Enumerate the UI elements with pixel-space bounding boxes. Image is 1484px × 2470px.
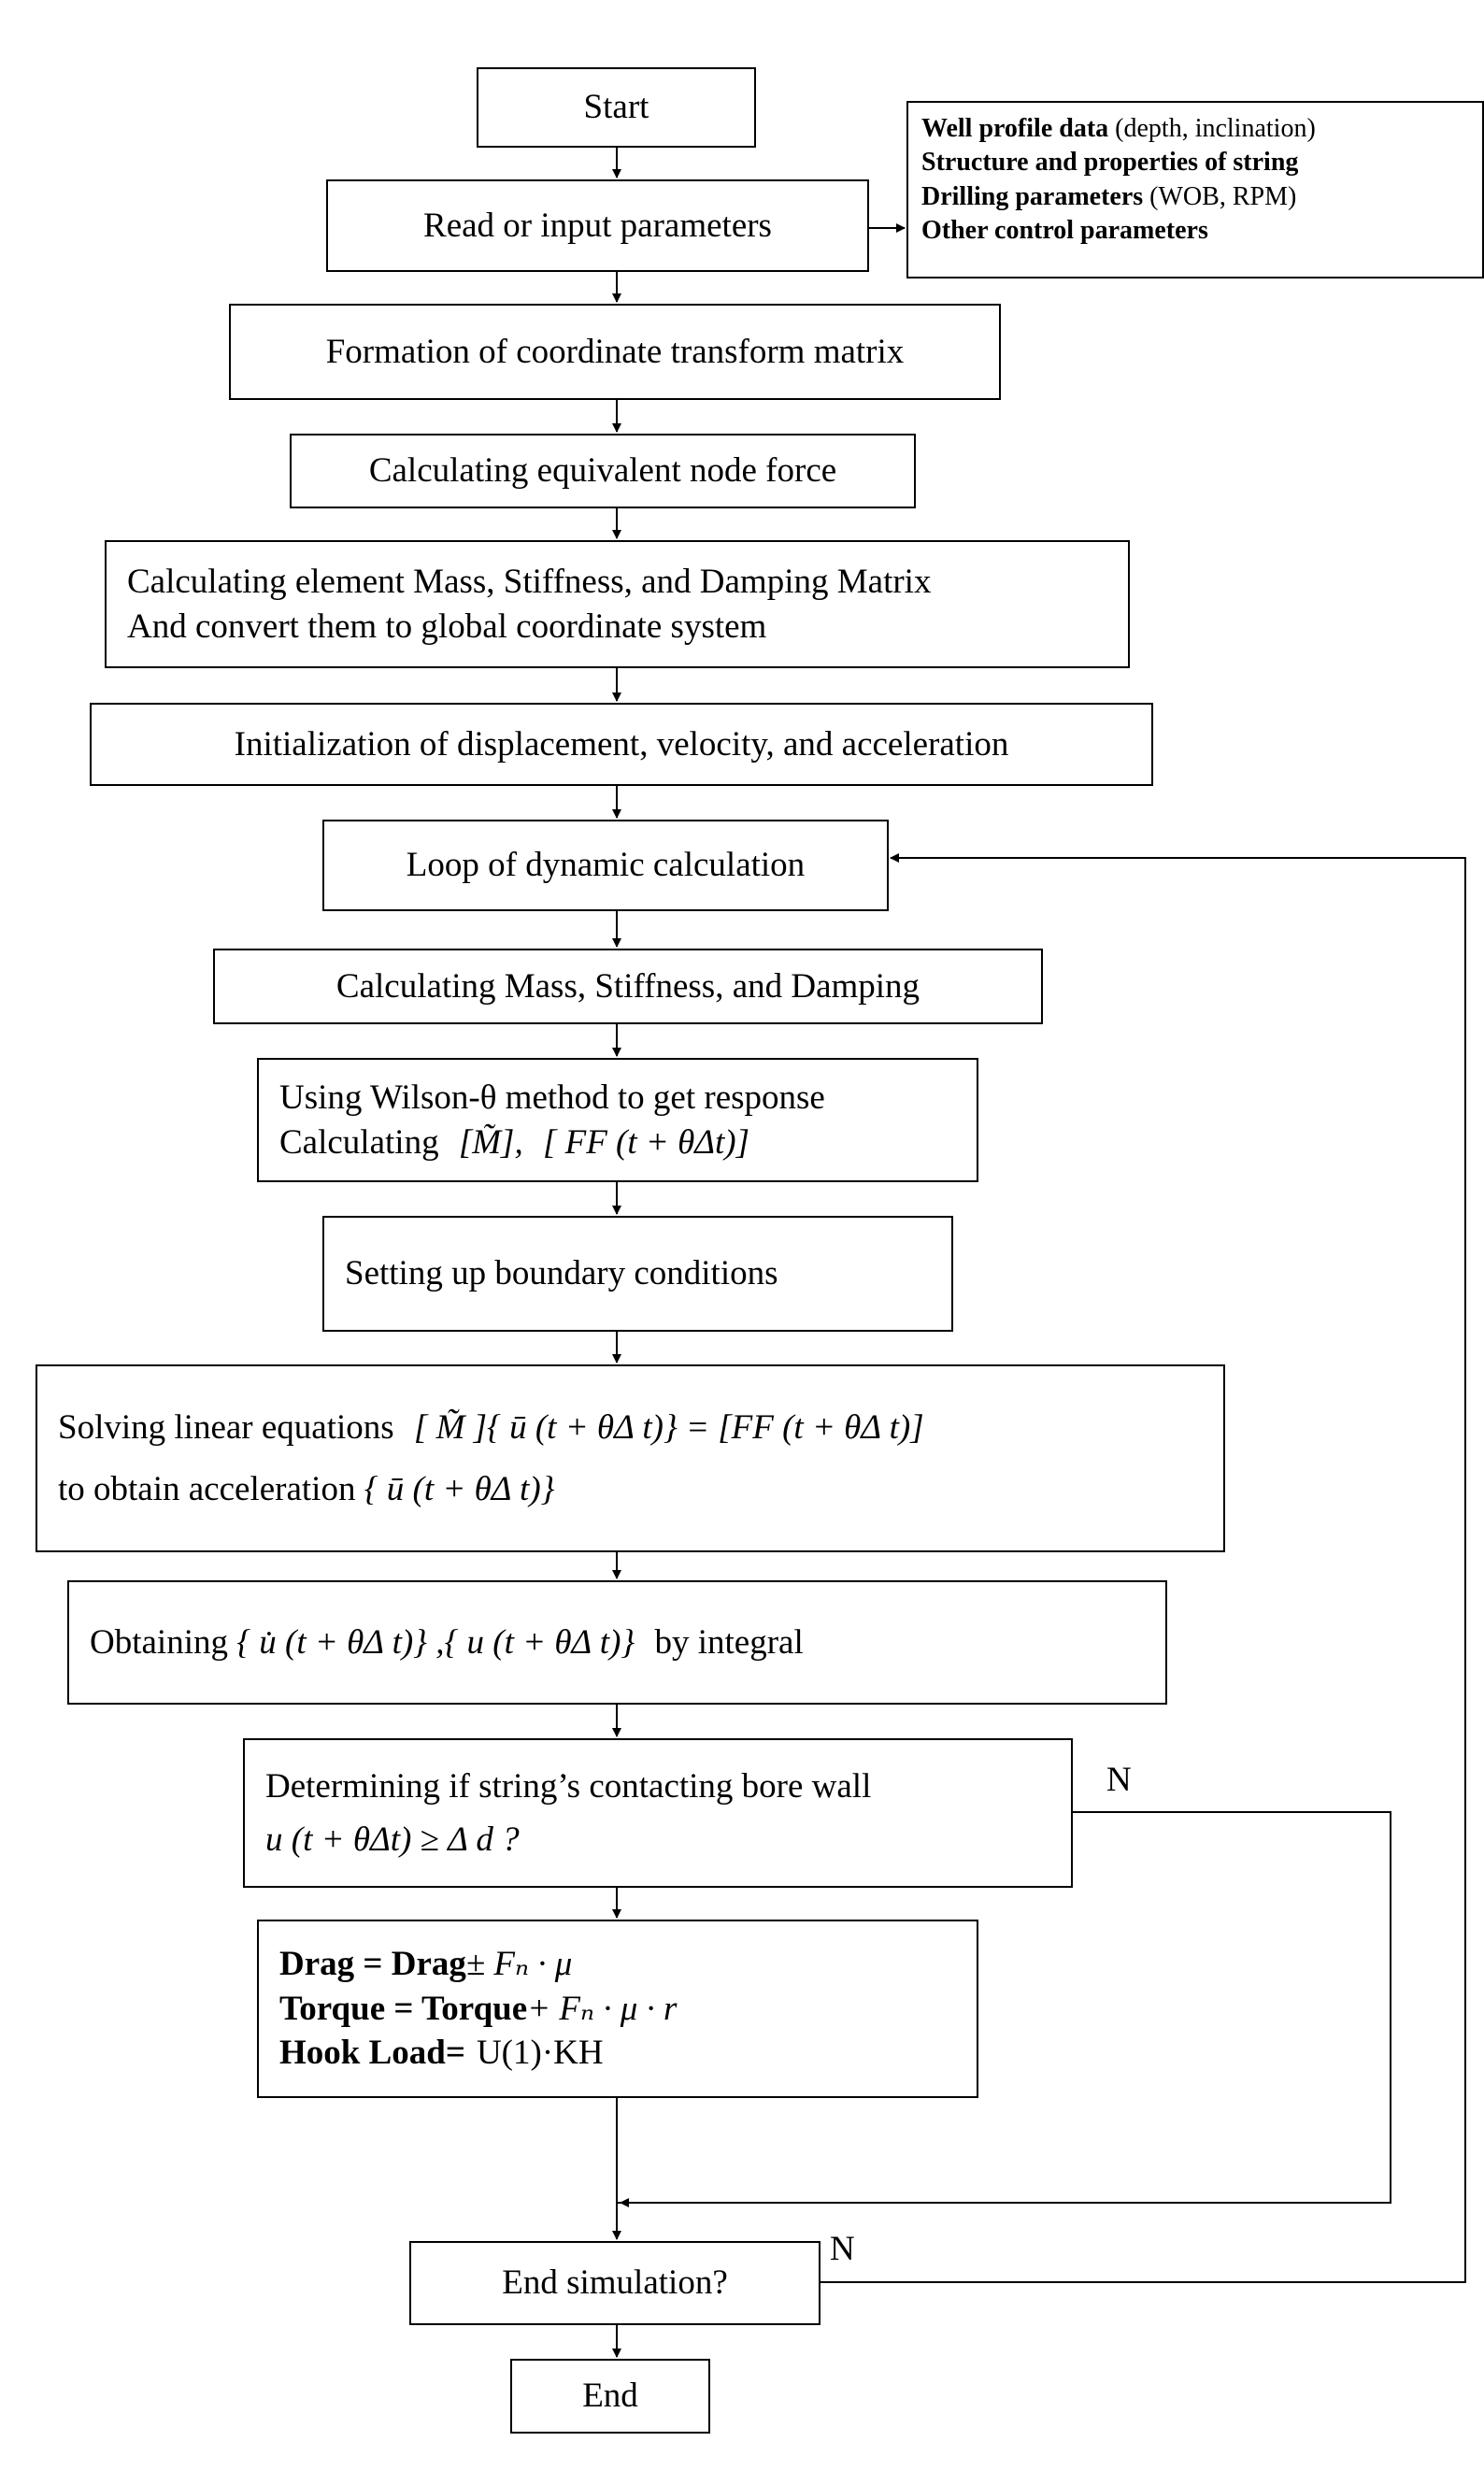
initialization-node [90,703,1153,786]
element-matrix-node [105,540,1130,668]
contact-no-label: N [1106,1761,1132,1799]
wilson-line1: Using Wilson-θ method to get response [279,1078,825,1118]
contact-line1: Determining if string’s contacting bore wall [265,1766,872,1806]
input-item-drilling: Drilling parameters (WOB, RPM) [921,181,1297,211]
element-matrix-line2: And convert them to global coordinate system [127,607,767,646]
read-params-node [326,179,869,272]
loop-node [322,820,889,911]
arrow-forces-to-endsim [617,2098,628,2203]
end-simulation-label: End simulation? [502,2263,728,2303]
coordinate-matrix-node [229,304,1001,400]
end-node [510,2359,710,2434]
start-label: Start [583,88,649,127]
integral-line: Obtaining { u̇ (t + θΔ t)} ,{ u (t + θΔ t)} by integral [90,1622,804,1662]
input-parameters-list [906,101,1484,278]
solve-line1: Solving linear equations [ M̃ ]{ ū (t + θΔ t)} = [FF (t + θΔ t)] [58,1408,924,1448]
solve-line2: to obtain acceleration { ū (t + θΔ t)} [58,1469,555,1508]
boundary-label: Setting up boundary conditions [345,1254,778,1293]
input-item-well-profile: Well profile data (depth, inclination) [921,114,1316,143]
calc-msd-node [213,949,1043,1024]
initialization-label: Initialization of displacement, velocity, and acceleration [234,724,1009,764]
wilson-line2: Calculating [M̃], [ FF (t + θΔt)] [279,1122,750,1162]
boundary-node [322,1216,953,1332]
contact-check-node [243,1738,1073,1888]
start-node [477,67,756,148]
integral-node [67,1580,1167,1705]
contact-condition: u (t + θΔt) ≥ Δ d ? [265,1820,520,1859]
read-params-label: Read or input parameters [423,206,772,245]
node-force-node [290,434,916,508]
input-item-structure: Structure and properties of string [921,148,1299,178]
calc-msd-label: Calculating Mass, Stiffness, and Damping [335,966,920,1006]
end-simulation-node [409,2241,820,2325]
input-item-other: Other control parameters [921,216,1208,246]
solve-node [36,1364,1225,1552]
forces-node [257,1920,978,2098]
element-matrix-line1: Calculating element Mass, Stiffness, and Damping Matrix [127,563,932,602]
coordinate-matrix-label: Formation of coordinate transform matrix [325,332,905,371]
end-no-label: N [830,2230,855,2268]
hook-load-formula: Hook Load= U(1)·KH [279,2034,604,2073]
loop-label: Loop of dynamic calculation [406,846,806,885]
node-force-label: Calculating equivalent node force [368,451,837,491]
drag-formula: Drag = Drag± Fₙ · μ [279,1945,573,1984]
end-label: End [582,2377,638,2416]
wilson-node [257,1058,978,1182]
torque-formula: Torque = Torque+ Fₙ · μ · r [279,1989,678,2028]
